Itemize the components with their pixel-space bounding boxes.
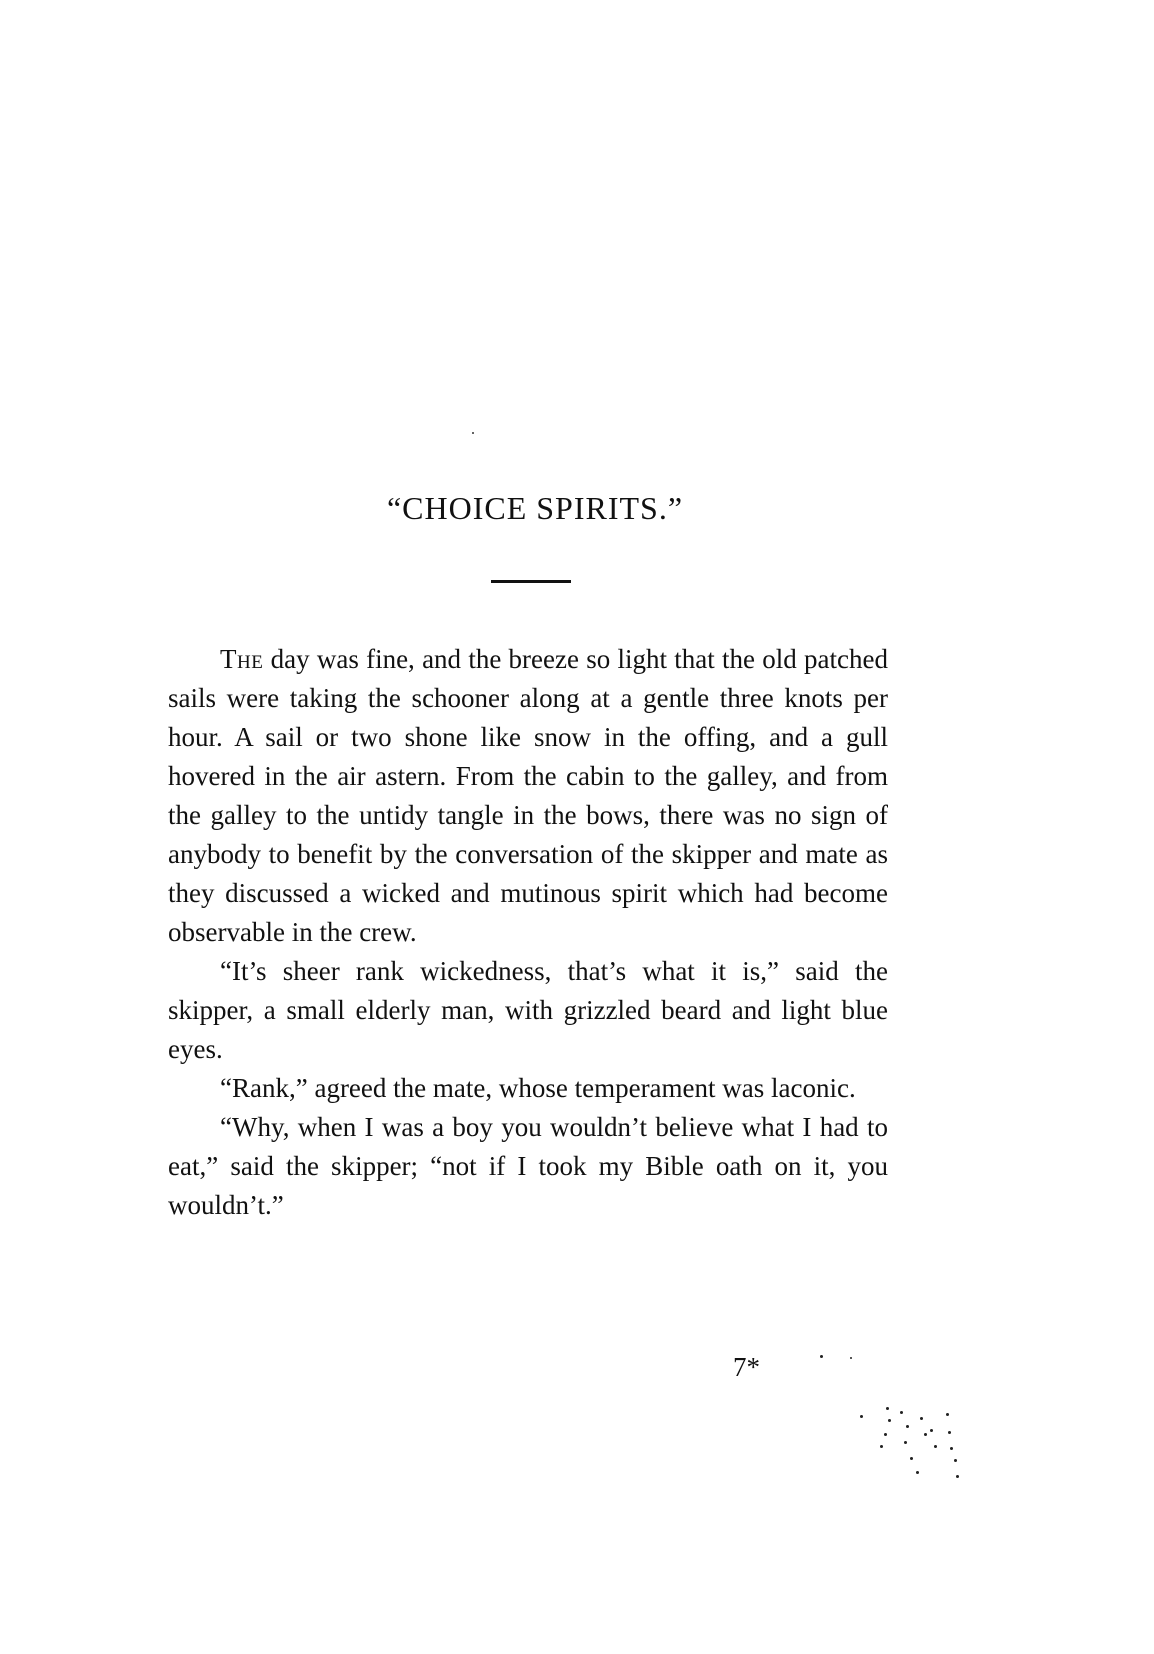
print-speckles [850,1385,1010,1505]
title-rule-divider [491,580,571,583]
print-speck [472,432,474,434]
paragraph-2: “It’s sheer rank wickedness, that’s what it is,” said the skipper, a small elderly man, with grizzled beard and light blue eyes. [168,956,888,1064]
paragraph-4: “Why, when I was a boy you wouldn’t believe what I had to eat,” said the skipper; “not if I took my Bible oath on it, you wouldn’t.” [168,1112,888,1220]
chapter-title: “CHOICE SPIRITS.” [386,490,684,526]
paragraph-1-lead: The [220,644,264,674]
paragraph-1-text: day was fine, and the breeze so light that the old patched sails were taking the schooner along at a gentle three knots per hour. A sail or two shone like snow in the offing, and a gull hovered in the air astern. From the cabin to the galley, and from the galley to the untidy tangle in the bows, there was no sign of anybody to benefit by the conversation of the skipper and mate as they discussed a wicked and mutinous spirit which had become observable in the crew. [168,644,888,947]
paragraph-1 [168,640,888,952]
paragraph-3: “Rank,” agreed the mate, whose temperament was laconic. [220,1073,856,1103]
body-text [168,640,888,1225]
page-folio: 7* [733,1352,760,1382]
